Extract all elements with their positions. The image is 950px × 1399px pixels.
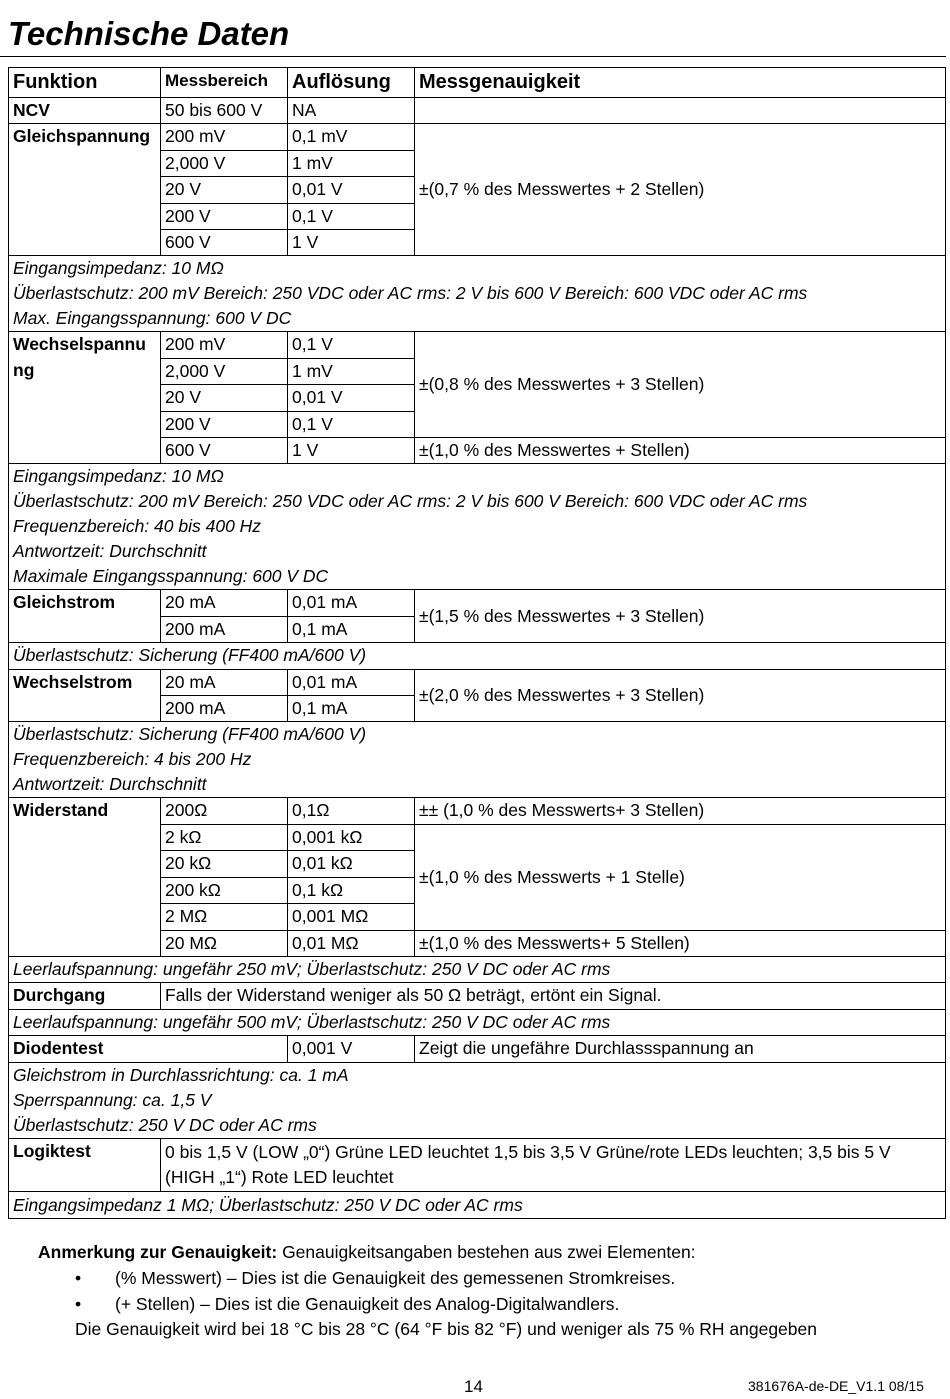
note-line: Überlastschutz: 200 mV Bereich: 250 VDC oder AC rms: 2 V bis 600 V Bereich: 600 VDC oder AC rms [13, 491, 808, 512]
function-ac-voltage: Wechselspannu ng [9, 332, 161, 464]
table-row [9, 798, 946, 824]
remark-heading: Anmerkung zur Genauigkeit: [38, 1242, 278, 1262]
document-code: 381676A-de-DE_V1.1 08/15 [748, 1378, 924, 1394]
resolution-cell: 1 V [288, 230, 415, 256]
note-line: Maximale Eingangsspannung: 600 V DC [13, 566, 329, 587]
bullet-text: (+ Stellen) – Dies ist die Genauigkeit des Analog-Digitalwandlers. [115, 1294, 620, 1314]
resolution-cell: 0,001 kΩ [288, 824, 415, 850]
note-line: Überlastschutz: Sicherung (FF400 mA/600 V) [13, 645, 367, 666]
range-cell: 200Ω [161, 798, 288, 824]
bullet-text: (% Messwert) – Dies ist die Genauigkeit des gemessenen Stromkreises. [115, 1268, 676, 1288]
notes-resistance [9, 956, 946, 982]
resolution-cell: 0,001 MΩ [288, 904, 415, 930]
table-row [9, 590, 946, 616]
note-line: Leerlaufspannung: ungefähr 500 mV; Überlastschutz: 250 V DC oder AC rms [13, 1011, 611, 1032]
accuracy-cell: ±± (1,0 % des Messwerts+ 3 Stellen) [415, 798, 946, 824]
range-cell: 600 V [161, 438, 288, 464]
range-cell: 2 kΩ [161, 824, 288, 850]
resolution-cell: 0,1 mV [288, 124, 415, 150]
range-cell: 200 mV [161, 332, 288, 358]
header-accuracy: Messgenauigkeit [415, 68, 946, 98]
function-ncv: NCV [9, 98, 161, 124]
range-cell: 200 V [161, 411, 288, 437]
bullet-icon: • [75, 1268, 82, 1288]
accuracy-cell [415, 98, 946, 124]
function-ac-current: Wechselstrom [9, 669, 161, 722]
function-continuity: Durchgang [9, 983, 161, 1009]
resolution-cell: 0,01 mA [288, 590, 415, 616]
notes-row [9, 722, 946, 798]
table-header-row [9, 68, 946, 98]
spec-table [8, 67, 946, 1219]
resolution-cell: NA [288, 98, 415, 124]
remark-intro: Genauigkeitsangaben bestehen aus zwei Elementen: [277, 1242, 696, 1262]
list-item [75, 1265, 675, 1291]
bullet-icon: • [75, 1294, 82, 1314]
accuracy-cell: ±(0,7 % des Messwertes + 2 Stellen) [415, 124, 946, 256]
note-line: Frequenzbereich: 4 bis 200 Hz [13, 749, 252, 770]
accuracy-cell: ±(0,8 % des Messwertes + 3 Stellen) [415, 332, 946, 438]
range-cell: 2,000 V [161, 150, 288, 176]
range-cell: 200 kΩ [161, 877, 288, 903]
note-line: Eingangsimpedanz: 10 MΩ [13, 258, 224, 279]
range-cell: 2 MΩ [161, 904, 288, 930]
notes-row [9, 1062, 946, 1138]
description-cell: 0 bis 1,5 V (LOW „0“) Grüne LED leuchtet 1,5 bis 3,5 V Grüne/rote LEDs leuchten; 3,5 bis 5 V (HIGH „1“) Rote LED leuchtet [161, 1138, 946, 1192]
accuracy-cell: ±(1,5 % des Messwertes + 3 Stellen) [415, 590, 946, 643]
note-line: Gleichstrom in Durchlassrichtung: ca. 1 mA [13, 1064, 349, 1085]
resolution-cell: 0,1 V [288, 411, 415, 437]
resolution-cell: 1 V [288, 438, 415, 464]
note-line: Überlastschutz: Sicherung (FF400 mA/600 V) [13, 724, 367, 745]
notes-row [9, 256, 946, 332]
notes-dc-voltage [9, 256, 946, 332]
accuracy-conditions: Die Genauigkeit wird bei 18 °C bis 28 °C (64 °F bis 82 °F) und weniger als 75 % RH angegeben [75, 1319, 817, 1339]
table-row [9, 1138, 946, 1192]
resolution-cell: 0,1 mA [288, 616, 415, 642]
title-divider [0, 56, 946, 57]
range-cell: 200 mA [161, 696, 288, 722]
resolution-cell: 0,1Ω [288, 798, 415, 824]
note-line: Leerlaufspannung: ungefähr 250 mV; Überlastschutz: 250 V DC oder AC rms [13, 959, 611, 980]
range-cell: 20 mA [161, 590, 288, 616]
resolution-cell: 0,01 V [288, 177, 415, 203]
accuracy-cell: ±(2,0 % des Messwertes + 3 Stellen) [415, 669, 946, 722]
range-cell: 200 mA [161, 616, 288, 642]
notes-row [9, 1009, 946, 1035]
resolution-cell: 0,01 V [288, 385, 415, 411]
note-line: Überlastschutz: 250 V DC oder AC rms [13, 1114, 317, 1135]
range-cell: 20 mA [161, 669, 288, 695]
header-function: Funktion [9, 68, 161, 98]
header-range: Messbereich [161, 68, 288, 98]
accuracy-cell: ±(1,0 % des Messwerts+ 5 Stellen) [415, 930, 946, 956]
note-line: Antwortzeit: Durchschnitt [13, 774, 207, 795]
range-cell: 600 V [161, 230, 288, 256]
notes-dc-current [9, 643, 946, 669]
resolution-cell: 0,1 kΩ [288, 877, 415, 903]
range-cell: 2,000 V [161, 358, 288, 384]
range-cell: 20 kΩ [161, 851, 288, 877]
note-line: Frequenzbereich: 40 bis 400 Hz [13, 516, 262, 537]
note-line: Eingangsimpedanz: 10 MΩ [13, 466, 224, 487]
resolution-cell: 0,1 mA [288, 696, 415, 722]
accuracy-remark [38, 1239, 696, 1265]
resolution-cell: 0,1 V [288, 203, 415, 229]
page-title: Technische Daten [8, 15, 290, 52]
table-row [9, 669, 946, 695]
notes-row [9, 1192, 946, 1218]
table-row [9, 332, 946, 358]
notes-ac-current [9, 722, 946, 798]
note-line: Überlastschutz: 200 mV Bereich: 250 VDC oder AC rms: 2 V bis 600 V Bereich: 600 VDC oder AC rms [13, 283, 808, 304]
notes-diode [9, 1062, 946, 1138]
notes-ac-voltage [9, 464, 946, 590]
resolution-cell: 0,01 MΩ [288, 930, 415, 956]
range-cell: 50 bis 600 V [161, 98, 288, 124]
table-row [9, 1036, 946, 1062]
notes-logic [9, 1192, 946, 1218]
table-row [9, 983, 946, 1009]
function-dc-current: Gleichstrom [9, 590, 161, 643]
notes-continuity [9, 1009, 946, 1035]
note-line: Sperrspannung: ca. 1,5 V [13, 1089, 212, 1110]
table-row [9, 98, 946, 124]
table-row [9, 124, 946, 150]
resolution-cell: 1 mV [288, 358, 415, 384]
function-resistance: Widerstand [9, 798, 161, 956]
resolution-cell: 0,01 kΩ [288, 851, 415, 877]
list-item [75, 1291, 619, 1317]
accuracy-cell: ±(1,0 % des Messwerts + 1 Stelle) [415, 824, 946, 930]
notes-row [9, 956, 946, 982]
resolution-cell: 1 mV [288, 150, 415, 176]
accuracy-cell: ±(1,0 % des Messwertes + Stellen) [415, 438, 946, 464]
function-diode-test: Diodentest [9, 1036, 288, 1062]
range-cell: 20 MΩ [161, 930, 288, 956]
description-cell: Zeigt die ungefähre Durchlassspannung an [415, 1036, 946, 1062]
notes-row [9, 643, 946, 669]
resolution-cell: 0,01 mA [288, 669, 415, 695]
function-logic-test: Logiktest [9, 1138, 161, 1192]
resolution-cell: 0,001 V [288, 1036, 415, 1062]
description-cell: Falls der Widerstand weniger als 50 Ω beträgt, ertönt ein Signal. [161, 983, 946, 1009]
range-cell: 200 mV [161, 124, 288, 150]
notes-row [9, 464, 946, 590]
note-line: Max. Eingangsspannung: 600 V DC [13, 308, 292, 329]
range-cell: 200 V [161, 203, 288, 229]
resolution-cell: 0,1 V [288, 332, 415, 358]
note-line: Eingangsimpedanz 1 MΩ; Überlastschutz: 250 V DC oder AC rms [13, 1194, 523, 1215]
header-resolution: Auflösung [288, 68, 415, 98]
function-dc-voltage: Gleichspannung [9, 124, 161, 256]
page-number: 14 [464, 1377, 483, 1396]
range-cell: 20 V [161, 177, 288, 203]
note-line: Antwortzeit: Durchschnitt [13, 541, 207, 562]
range-cell: 20 V [161, 385, 288, 411]
